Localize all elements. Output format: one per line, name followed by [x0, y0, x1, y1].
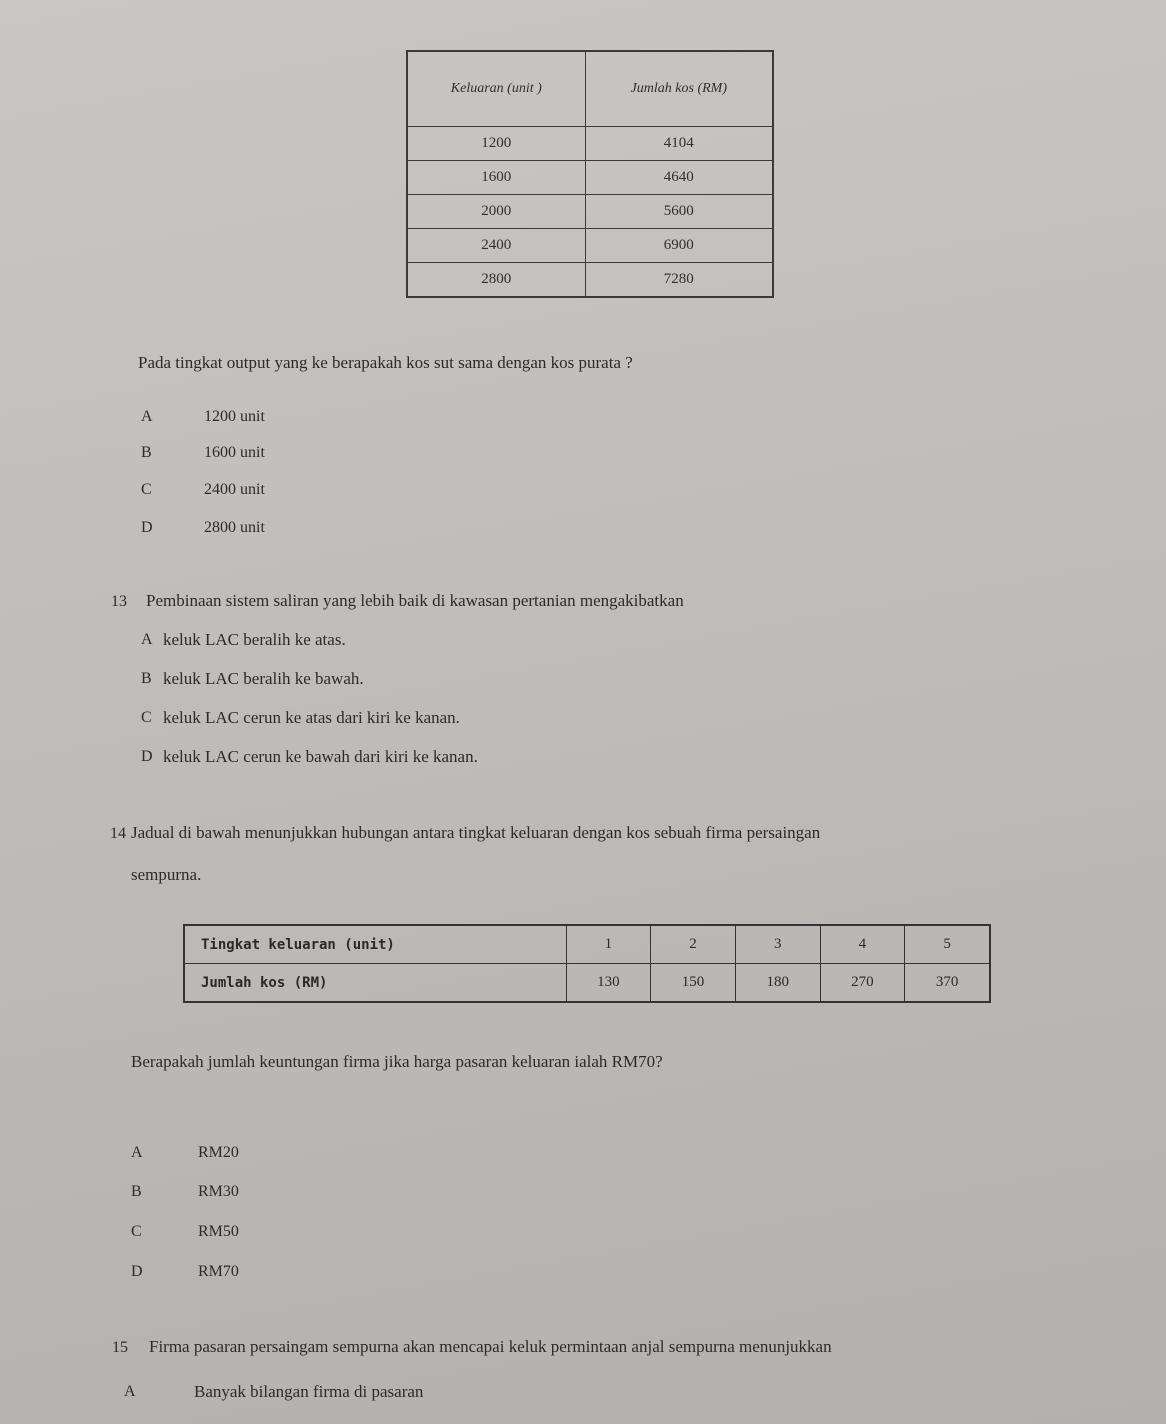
q14-option-b-text[interactable]: RM30	[198, 1183, 239, 1200]
table-cell-output: 3	[735, 925, 820, 964]
table-row	[407, 127, 773, 161]
table-cell-output: 5	[905, 925, 990, 964]
table-row	[184, 964, 990, 1003]
table-cell-output: 4	[820, 925, 905, 964]
table-row	[407, 195, 773, 229]
table-row	[407, 263, 773, 298]
q15-number: 15	[112, 1339, 128, 1356]
table-cell-output: 2	[651, 925, 736, 964]
table-cell-cost: 130	[566, 964, 651, 1003]
q14-option-c-text[interactable]: RM50	[198, 1223, 239, 1240]
q13-option-a-text[interactable]: keluk LAC beralih ke atas.	[163, 630, 346, 649]
q13-question-text: Pembinaan sistem saliran yang lebih baik di kawasan pertanian mengakibatkan	[146, 591, 684, 610]
table-cell-cost: 270	[820, 964, 905, 1003]
table-cell-cost: 6900	[585, 229, 773, 263]
q14-option-a-letter: A	[131, 1144, 143, 1161]
table-header-total-cost: Jumlah kos (RM)	[585, 51, 773, 127]
q12-option-c-text[interactable]: 2400 unit	[204, 481, 265, 498]
table-header-output: Keluaran (unit )	[407, 51, 585, 127]
q13-option-c-text[interactable]: keluk LAC cerun ke atas dari kiri ke kanan.	[163, 708, 460, 727]
q12-option-c-letter: C	[141, 481, 152, 498]
table-row-label-total-cost: Jumlah kos (RM)	[184, 964, 566, 1003]
q13-option-d-letter: D	[141, 748, 153, 765]
q14-question-text-line2: sempurna.	[131, 865, 202, 884]
q13-option-b-letter: B	[141, 670, 152, 687]
table-row	[407, 161, 773, 195]
table-cell-output: 1	[566, 925, 651, 964]
table-row-label-output: Tingkat keluaran (unit)	[184, 925, 566, 964]
q12-option-a-letter: A	[141, 408, 153, 425]
output-cost-schedule-table	[183, 924, 991, 1003]
q13-option-b-text[interactable]: keluk LAC beralih ke bawah.	[163, 669, 364, 688]
q12-option-a-text[interactable]: 1200 unit	[204, 408, 265, 425]
q12-option-b-letter: B	[141, 444, 152, 461]
q12-option-b-text[interactable]: 1600 unit	[204, 444, 265, 461]
q12-option-d-letter: D	[141, 519, 153, 536]
q12-question-text: Pada tingkat output yang ke berapakah kos sut sama dengan kos purata ?	[138, 353, 633, 372]
q13-option-d-text[interactable]: keluk LAC cerun ke bawah dari kiri ke kanan.	[163, 747, 478, 766]
q14-profit-question: Berapakah jumlah keuntungan firma jika harga pasaran keluaran ialah RM70?	[131, 1052, 663, 1071]
q14-number: 14	[110, 825, 126, 842]
table-cell-cost: 150	[651, 964, 736, 1003]
q13-number: 13	[111, 593, 127, 610]
table-cell-cost: 4640	[585, 161, 773, 195]
q15-option-a-letter: A	[124, 1383, 136, 1400]
table-cell-cost: 5600	[585, 195, 773, 229]
table-cell-output: 2800	[407, 263, 585, 298]
q14-question-text-line1: Jadual di bawah menunjukkan hubungan antara tingkat keluaran dengan kos sebuah firma persaingan	[131, 823, 821, 842]
q15-option-a-text[interactable]: Banyak bilangan firma di pasaran	[194, 1382, 424, 1401]
table-cell-cost: 180	[735, 964, 820, 1003]
q15-question-text: Firma pasaran persaingam sempurna akan mencapai keluk permintaan anjal sempurna menunjukkan	[149, 1337, 832, 1356]
table-row	[407, 229, 773, 263]
table-cell-output: 1200	[407, 127, 585, 161]
q13-option-a-letter: A	[141, 631, 153, 648]
q14-option-c-letter: C	[131, 1223, 142, 1240]
q14-option-b-letter: B	[131, 1183, 142, 1200]
table-cell-output: 2000	[407, 195, 585, 229]
table-header-row	[407, 51, 773, 127]
q14-option-d-letter: D	[131, 1263, 143, 1280]
q13-option-c-letter: C	[141, 709, 152, 726]
output-cost-table	[406, 50, 774, 298]
table-row	[184, 925, 990, 964]
table-cell-cost: 7280	[585, 263, 773, 298]
table-cell-cost: 4104	[585, 127, 773, 161]
q14-option-a-text[interactable]: RM20	[198, 1144, 239, 1161]
table-cell-output: 1600	[407, 161, 585, 195]
q12-option-d-text[interactable]: 2800 unit	[204, 519, 265, 536]
table-cell-output: 2400	[407, 229, 585, 263]
table-cell-cost: 370	[905, 964, 990, 1003]
q14-option-d-text[interactable]: RM70	[198, 1263, 239, 1280]
